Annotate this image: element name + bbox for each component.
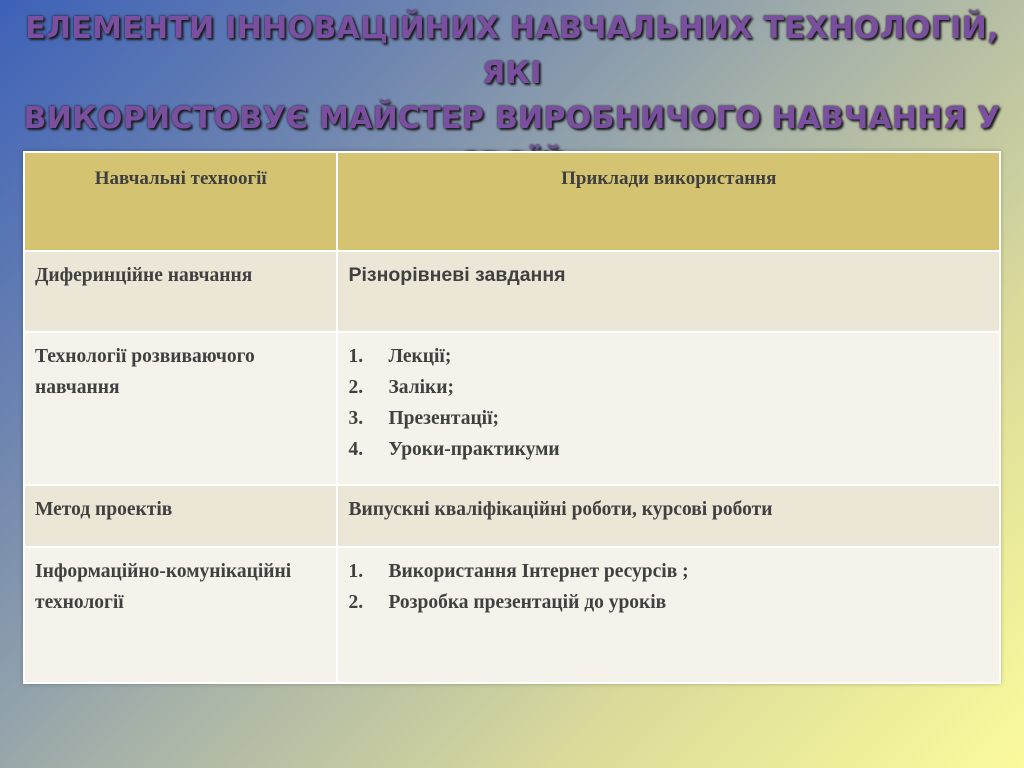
table-row [24, 547, 1000, 683]
list-item-text: Уроки-практикуми [388, 439, 560, 460]
list-item-text: Презентації; [388, 408, 500, 429]
list-number: 2. [348, 592, 364, 613]
list-item [348, 403, 989, 434]
list-item-text: Лекції; [388, 346, 452, 367]
list-item [348, 434, 989, 465]
table-row [24, 332, 1000, 485]
example-cell [337, 332, 1000, 485]
technology-cell: Технології розвиваючого навчання [24, 332, 337, 485]
title-line-2: ВИКОРИСТОВУЄ МАЙСТЕР ВИРОБНИЧОГО НАВЧАННЯ У [23, 101, 1001, 136]
list-number: 3. [348, 408, 364, 429]
technology-cell: Диферинційне навчання [24, 251, 337, 332]
technology-cell: Метод проектів [24, 485, 337, 547]
example-list [348, 556, 989, 618]
technology-cell: Інформаційно-комунікаційні технології [24, 547, 337, 683]
example-list [348, 341, 989, 465]
table-row [24, 251, 1000, 332]
list-item [348, 372, 989, 403]
table-row [24, 485, 1000, 547]
list-item [348, 341, 989, 372]
header-examples: Приклади використання [337, 152, 1000, 251]
technologies-table [23, 151, 1001, 684]
list-number: 2. [348, 377, 364, 398]
list-number: 4. [348, 439, 364, 460]
header-technologies: Навчальні техноогії [24, 152, 337, 251]
example-cell: Різнорівневі завдання [337, 251, 1000, 332]
list-number: 1. [348, 346, 364, 367]
list-item-text: Заліки; [388, 377, 455, 398]
list-item [348, 587, 989, 618]
list-item [348, 556, 989, 587]
example-cell: Випускні кваліфікаційні роботи, курсові роботи [337, 485, 1000, 547]
title-line-1: ЕЛЕМЕНТИ ІННОВАЦІЙНИХ НАВЧАЛЬНИХ ТЕХНОЛОГІЙ, ЯКІ [25, 11, 999, 91]
example-cell [337, 547, 1000, 683]
table-header-row [24, 152, 1000, 251]
list-item-text: Використання Інтернет ресурсів ; [388, 561, 689, 582]
list-number: 1. [348, 561, 364, 582]
list-item-text: Розробка презентацій до уроків [388, 592, 667, 613]
